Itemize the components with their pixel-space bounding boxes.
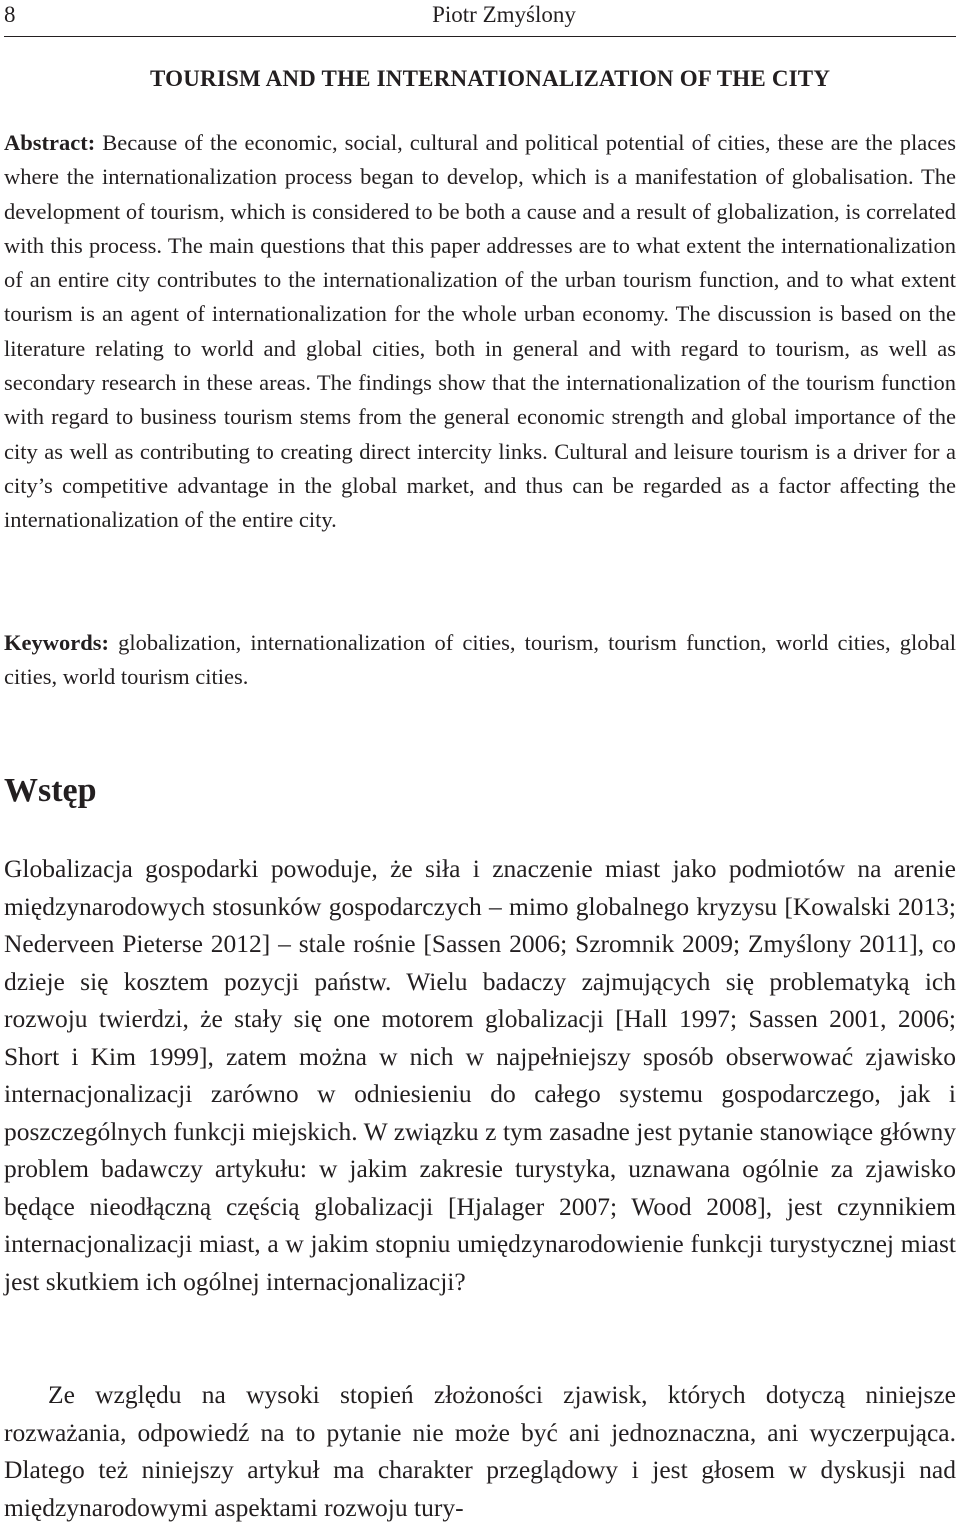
running-header-author: Piotr Zmyślony <box>432 2 576 27</box>
keywords <box>4 626 956 694</box>
page-number: 8 <box>4 2 16 27</box>
article-title: TOURISM AND THE INTERNATIONALIZATION OF THE CITY <box>150 66 831 91</box>
abstract-text: Because of the economic, social, cultural and political potential of cities, these are the places where the internationalization process began to develop, which is a manifestation of globalisation. The development of tourism, which is considered to be both a cause and a result of globalization, is correlated with this process. The main questions that this paper addresses are to what extent the internationalization of an entire city contributes to the internationalization of the urban tourism function, and to what extent tourism is an agent of internationalization for the whole urban economy. The discussion is based on the literature relating to world and global cities, both in general and with regard to tourism, as well as secondary research in these areas. The findings show that the internationalization of the tourism function with regard to business tourism stems from the general economic strength and global importance of the city as well as contributing to creating direct intercity links. Cultural and leisure tourism is a driver for a city’s competitive advantage in the global market, and thus can be regarded as a factor affecting the internationalization of the entire city. <box>4 130 956 533</box>
running-header <box>4 0 956 37</box>
abstract <box>4 126 956 538</box>
section-heading: Wstęp <box>4 772 97 809</box>
abstract-label: Abstract: <box>4 130 103 155</box>
body-paragraph: Ze względu na wysoki stopień złożoności zjawisk, których dotyczą niniejsze rozważania, odpowiedź na to pytanie nie może być ani jednoznaczna, ani wyczerpująca. Dlatego też niniejszy artykuł ma charakter przeglądowy i jest głosem w dyskusji nad międzynarodowymi aspektami rozwoju tury- <box>4 1380 956 1522</box>
body-paragraph: Globalizacja gospodarki powoduje, że siła i znaczenie miast jako podmiotów na arenie międzynarodowych stosunków gospodarczych – mimo globalnego kryzysu [Kowalski 2013; Nederveen Pieterse 2012] – stale rośnie [Sassen 2006; Szromnik 2009; Zmyślony 2011], co dzieje się kosztem pozycji państw. Wielu badaczy zajmujących się problematyką ich rozwoju twierdzi, że stały się one motorem globalizacji [Hall 1997; Sassen 2001, 2006; Short i Kim 1999], zatem można w nich w najpełniejszy sposób obserwować zjawisko internacjonalizacji zarówno w odniesieniu do całego systemu gospodarczego, jak i poszczególnych funkcji miejskich. W związku z tym zasadne jest pytanie stanowiące główny problem badawczy artykułu: w jakim zakresie turystyka, uznawana ogólnie za zjawisko będące nieodłączną częścią globalizacji [Hjalager 2007; Wood 2008], jest czynnikiem internacjonalizacji miast, a w jakim stopniu umiędzynarodowienie funkcji turystycznej miast jest skutkiem ich ogólnej internacjonalizacji? <box>4 854 956 1296</box>
keywords-text: globalization, internationalization of cities, tourism, tourism function, world cities, global cities, world tourism cities. <box>4 630 956 689</box>
keywords-label: Keywords: <box>4 630 119 655</box>
